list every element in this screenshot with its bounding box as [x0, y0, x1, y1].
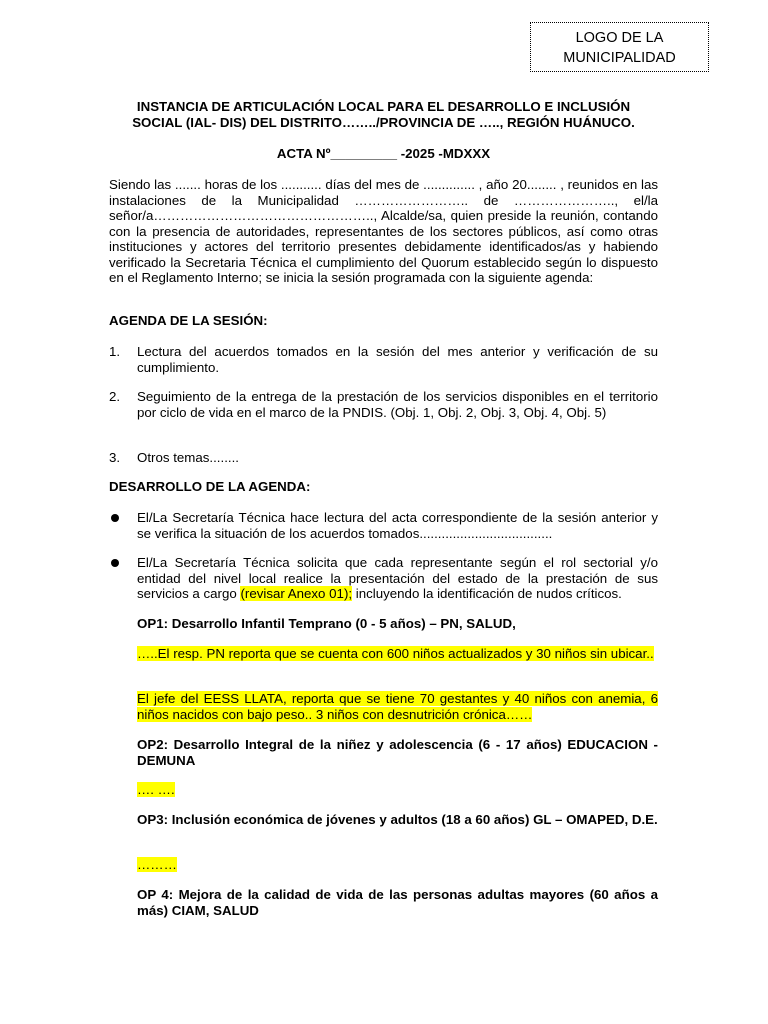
- intro-paragraph: Siendo las ....... horas de los ........... días del mes de .............. , año 20........ , reunidos en las instalaciones de la Municipalidad …………………….. de ………………….., el/la señor/a………………………………………….., Alcalde/sa, quien preside la reunión, contando con la presencia de autoridades, representantes de los sectores públicos, así como otras instituciones y actores del territorio presentes debidamente identificados/as y habiendo verificado la Secretaria Técnica el cumplimiento del Quorum establecido según lo dispuesto en el Reglamento Interno; se inicia la sesión programada con la siguiente agenda:: [109, 177, 658, 285]
- logo-line-2: MUNICIPALIDAD: [563, 50, 676, 66]
- bullet-dot-icon: [111, 514, 119, 522]
- acta-number: ACTA Nº_________ -2025 -MDXXX: [276, 146, 491, 161]
- agenda-item-text: Otros temas........: [137, 450, 239, 465]
- op2-heading: OP2: Desarrollo Integral de la niñez y adolescencia (6 - 17 años) EDUCACION - DEMUNA: [137, 737, 658, 768]
- op3-placeholder-text: ………: [137, 857, 177, 872]
- bullet-text: [137, 555, 658, 602]
- desarrollo-bullet: [109, 510, 658, 541]
- desarrollo-heading: DESARROLLO DE LA AGENDA:: [109, 479, 311, 494]
- agenda-item-number: 1.: [109, 344, 121, 359]
- agenda-heading: AGENDA DE LA SESIÓN:: [109, 313, 268, 328]
- bullet-dot-icon: [111, 559, 119, 567]
- op2-placeholder-text: …. ….: [137, 782, 175, 797]
- bullet-text: El/La Secretaría Técnica hace lectura del acta correspondiente de la sesión anterior y se verifica la situación de los acuerdos tomados....................................: [137, 510, 658, 541]
- op1-pn-report-text: …..El resp. PN reporta que se cuenta con 600 niños actualizados y 30 niños sin ubicar..: [137, 646, 654, 661]
- op1-heading: OP1: Desarrollo Infantil Temprano (0 - 5 años) – PN, SALUD,: [137, 616, 516, 631]
- agenda-item: [109, 389, 658, 420]
- logo-placeholder-box: [530, 22, 709, 72]
- bullet-text-after: incluyendo la identificación de nudos críticos.: [352, 586, 622, 601]
- agenda-item: [109, 344, 658, 375]
- op1-eess-report-text: El jefe del EESS LLATA, reporta que se tiene 70 gestantes y 40 niños con anemia, 6 niños nacidos con bajo peso.. 3 niños con desnutrición crónica……: [137, 691, 658, 722]
- op3-placeholder: [137, 857, 658, 873]
- op1-pn-report: [137, 646, 658, 662]
- bullet-text-before: El/La Secretaría Técnica solicita que cada representante según el rol sectorial y/o entidad del nivel local realice la presentación del estado de la prestación de sus servicios a cargo: [137, 555, 658, 601]
- agenda-item-number: 2.: [109, 389, 121, 404]
- document-title: [109, 99, 658, 131]
- title-line-2: SOCIAL (IAL- DIS) DEL DISTRITO……../PROVINCIA DE ….., REGIÓN HUÁNUCO.: [132, 115, 635, 130]
- op2-placeholder: [137, 782, 658, 798]
- agenda-item: [109, 450, 658, 466]
- logo-line-1: LOGO DE LA: [575, 30, 664, 46]
- agenda-item-number: 3.: [109, 450, 121, 465]
- op1-eess-report: [137, 691, 658, 722]
- title-line-1: INSTANCIA DE ARTICULACIÓN LOCAL PARA EL DESARROLLO E INCLUSIÓN: [136, 99, 631, 114]
- op3-heading: OP3: Inclusión económica de jóvenes y adultos (18 a 60 años) GL – OMAPED, D.E.: [137, 812, 658, 827]
- agenda-item-text: Seguimiento de la entrega de la prestación de los servicios disponibles en el territorio por ciclo de vida en el marco de la PNDIS. (Obj. 1, Obj. 2, Obj. 3, Obj. 4, Obj. 5): [137, 389, 658, 420]
- annex-highlight: (revisar Anexo 01);: [240, 586, 353, 601]
- agenda-item-text: Lectura del acuerdos tomados en la sesión del mes anterior y verificación de su cumplimiento.: [137, 344, 658, 375]
- op4-heading: OP 4: Mejora de la calidad de vida de las personas adultas mayores (60 años a más) CIAM, SALUD: [137, 887, 658, 918]
- desarrollo-bullet: [109, 555, 658, 602]
